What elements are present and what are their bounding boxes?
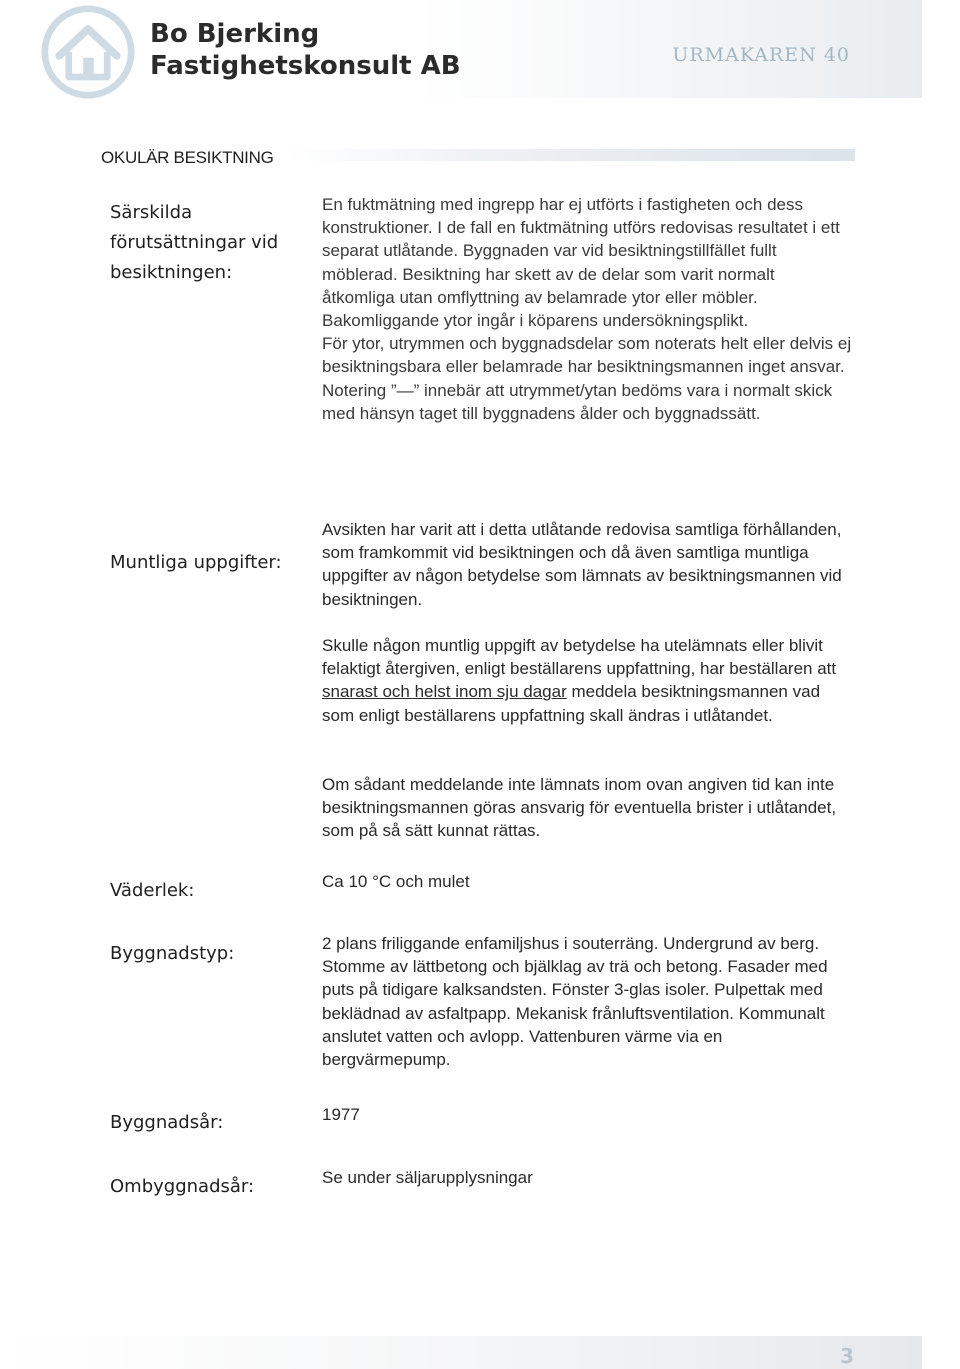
byggnadstyp-value: 2 plans friliggande enfamiljshus i souterräng. Undergrund av berg. Stomme av lättbetong och bjälklag av trä och betong. Fasader med puts på tidigare kalksandsten. Fönster 3-glas isoler. Pulpettak med beklädnad av asfaltpapp. Mekanisk frånluftsventilation. Kommunalt anslutet vatten och avlopp. Vattenburen värme via en bergvärmepump. bbox=[322, 934, 828, 1070]
muntliga-paragraph-2 bbox=[322, 634, 852, 727]
muntliga-paragraph-2-start: Skulle någon muntlig uppgift av betydelse ha utelämnats eller blivit felaktigt återgiven, enligt beställarens uppfattning, har beställaren att bbox=[322, 636, 837, 679]
sarskilda-paragraph-3: Notering ”—” innebär att utrymmet/ytan bedöms vara i normalt skick med hänsyn taget till byggnadens ålder och byggnadssätt. bbox=[322, 380, 833, 423]
muntliga-text bbox=[322, 518, 852, 611]
page-header bbox=[0, 0, 922, 98]
company-name-line2: Fastighetskonsult AB bbox=[150, 51, 461, 81]
sarskilda-paragraph-1: En fuktmätning med ingrepp har ej utförts i fastigheten och dess konstruktioner. I de fall en fuktmätning utförs redovisas resultatet i ett separat utlåtande. Byggnaden var vid besiktningstillfället fullt möblerad. Besiktning har skett av de delar som varit normalt åtkomliga utan omflyttning av belamrade ytor eller möbler. Bakomliggande ytor ingår i köparens undersökningsplikt. bbox=[322, 195, 840, 331]
sarskilda-paragraph-2: För ytor, utrymmen och byggnadsdelar som noterats helt eller delvis ej besiktningsbara eller belamrade har besiktningsmannen inget ansvar. bbox=[322, 334, 852, 377]
page-footer bbox=[0, 1336, 922, 1369]
deadline-emphasis: snarast och helst inom sju dagar bbox=[322, 682, 567, 702]
muntliga-text-2 bbox=[322, 634, 852, 727]
byggnadsar-value: 1977 bbox=[322, 1105, 360, 1124]
byggnadsar-label: Byggnadsår: bbox=[110, 1112, 224, 1133]
ombyggnadsar-label: Ombyggnadsår: bbox=[110, 1176, 255, 1197]
muntliga-label: Muntliga uppgifter: bbox=[110, 552, 282, 573]
sarskilda-label: Särskilda förutsättningar vid besiktningen: bbox=[110, 202, 279, 283]
company-name-line1: Bo Bjerking bbox=[150, 19, 320, 49]
byggnadstyp-label: Byggnadstyp: bbox=[110, 943, 235, 964]
page-number: 3 bbox=[840, 1344, 854, 1368]
section-divider bbox=[286, 149, 855, 161]
property-name: URMAKAREN 40 bbox=[672, 44, 850, 66]
muntliga-text-3 bbox=[322, 773, 852, 843]
house-icon bbox=[40, 4, 136, 100]
sarskilda-text bbox=[322, 193, 852, 425]
vaderlek-label: Väderlek: bbox=[110, 880, 195, 901]
ombyggnadsar-value: Se under säljarupplysningar bbox=[322, 1168, 533, 1187]
vaderlek-value: Ca 10 °C och mulet bbox=[322, 872, 470, 891]
muntliga-paragraph-1: Avsikten har varit att i detta utlåtande redovisa samtliga förhållanden, som framkommit vid besiktningen och då även samtliga muntliga uppgifter av någon betydelse som lämnats av besiktningsmannen vid besiktningen. bbox=[322, 520, 842, 609]
section-title: OKULÄR BESIKTNING bbox=[101, 148, 274, 167]
muntliga-paragraph-3: Om sådant meddelande inte lämnats inom ovan angiven tid kan inte besiktningsmannen göras ansvarig för eventuella brister i utlåtandet, som på så sätt kunnat rättas. bbox=[322, 775, 837, 841]
muntliga-paragraph-2-end: meddela besiktningsmannen vad som enligt beställarens uppfattning skall ändras i utlåtandet. bbox=[322, 682, 821, 725]
company-name bbox=[150, 18, 461, 82]
